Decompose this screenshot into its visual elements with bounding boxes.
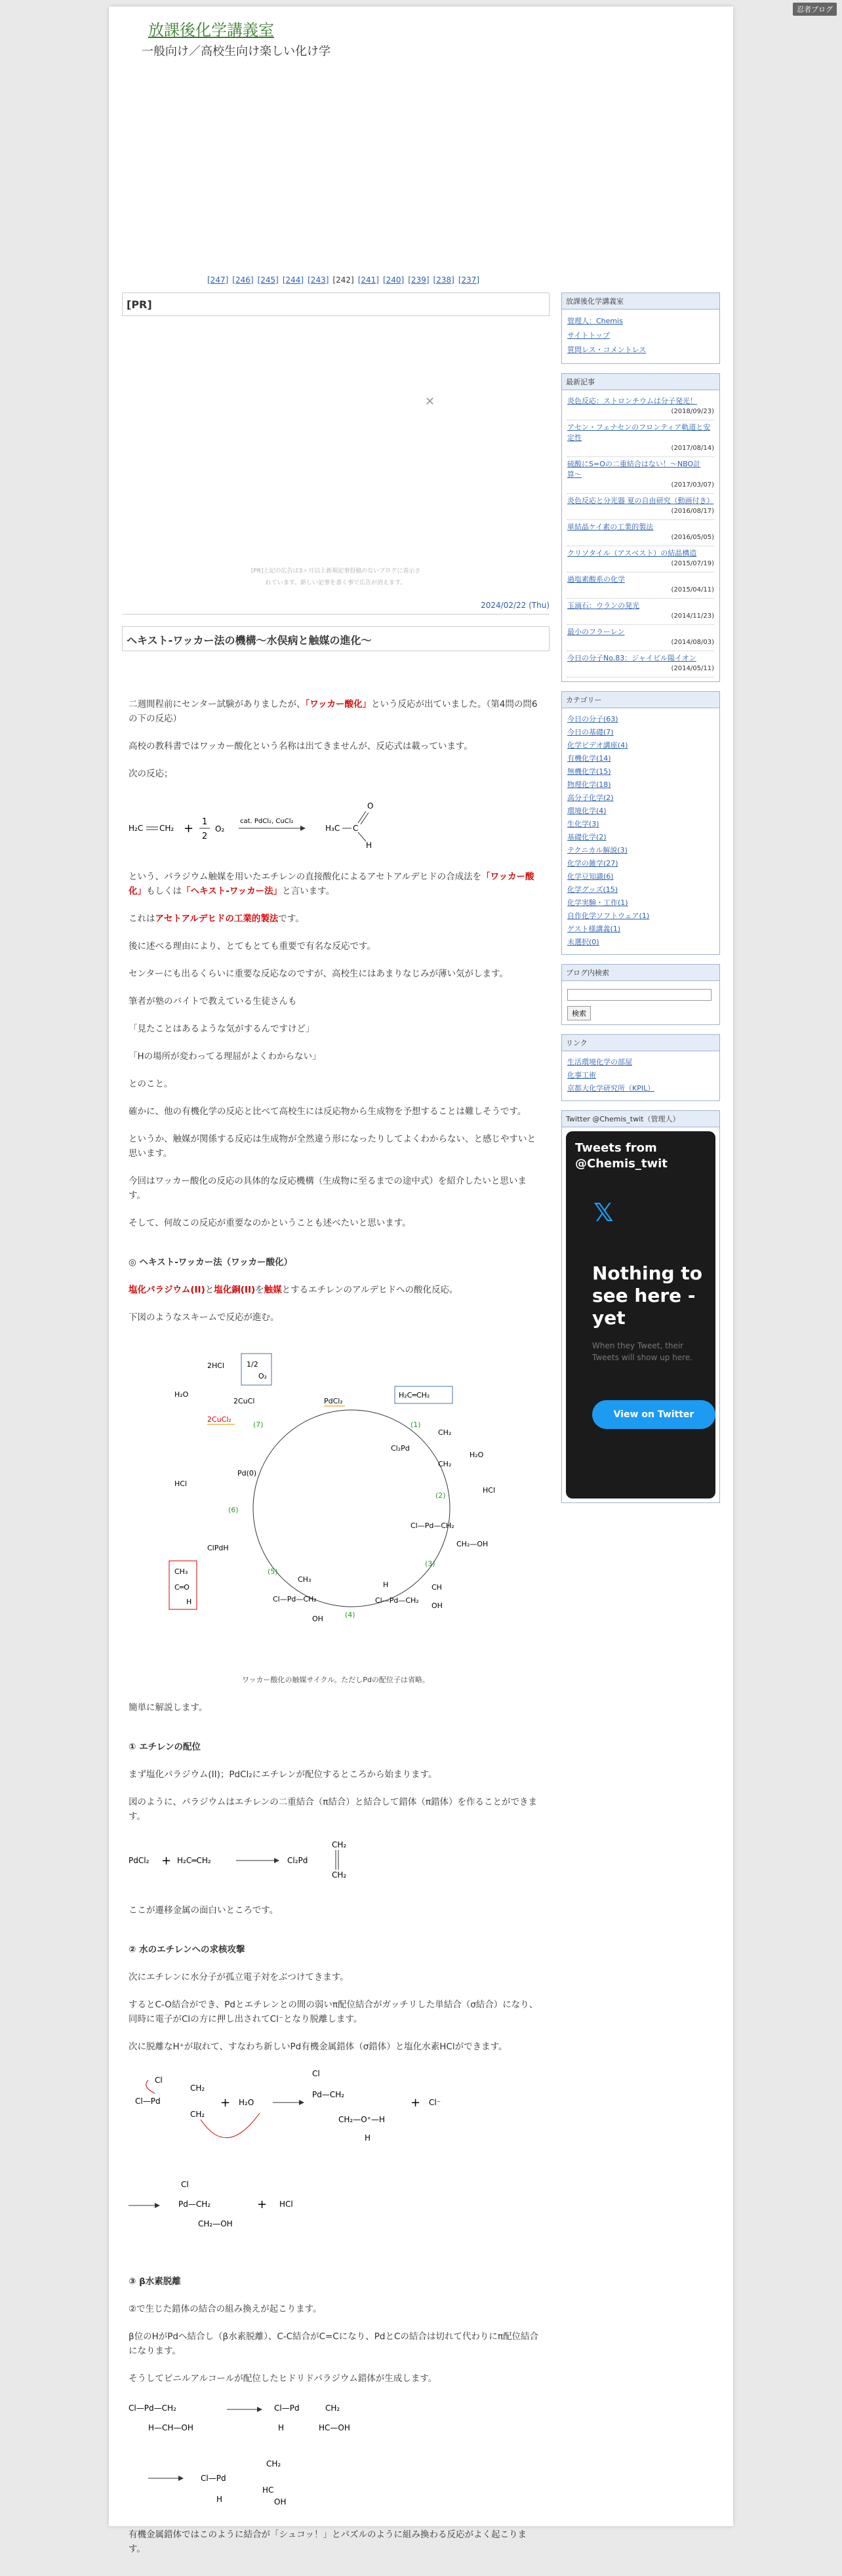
category-link[interactable]: 化学ビデオ講座(4)	[567, 741, 628, 750]
svg-text:CH₃: CH₃	[174, 1567, 188, 1576]
ad-note-line: [PR]上記の広告は3ヶ月以上新規記事投稿のないブログに表示さ	[251, 568, 421, 574]
recent-link[interactable]: 炎色反応：ストロンチウムは分子発光！	[567, 397, 697, 405]
paragraph: 次の反応；	[129, 769, 173, 779]
svg-text:+: +	[411, 2096, 421, 2110]
svg-text:Cl—Pd—CH₂: Cl—Pd—CH₂	[411, 1521, 454, 1530]
svg-text:HCl: HCl	[279, 2200, 293, 2209]
paragraph: センターにも出るくらいに重要な反応なのですが、高校生にはあまりなじみが薄い気がします。	[129, 969, 508, 979]
svg-text:H₂C═CH₂: H₂C═CH₂	[177, 1856, 211, 1865]
category-link[interactable]: 化学実験・工作(1)	[567, 898, 628, 907]
svg-text:H₂C: H₂C	[129, 824, 144, 833]
svg-text:Cl—Pd—CH₂: Cl—Pd—CH₂	[273, 1595, 317, 1603]
paragraph: β位のHがPdへ結合し（β水素脱離）、C-C結合がC=Cになり、PdとCの結合は切れて代わりにπ配位結合になります。	[129, 2331, 538, 2356]
svg-text:Cl—Pd: Cl—Pd	[135, 2097, 161, 2106]
svg-text:H: H	[216, 2495, 223, 2504]
external-link[interactable]: 化事工術	[567, 1071, 596, 1079]
recent-item	[567, 599, 714, 625]
recent-item	[567, 625, 714, 651]
widget-title: 最新記事	[562, 374, 719, 390]
recent-item	[567, 494, 714, 520]
svg-text:CH₂: CH₂	[332, 1870, 347, 1880]
svg-text:(1): (1)	[411, 1420, 421, 1429]
recent-date: (2017/03/07)	[671, 481, 714, 489]
recent-date: (2016/08/17)	[671, 508, 714, 515]
reaction-equation-2	[129, 1837, 391, 1883]
paragraph: 次にエチレンに水分子が孤立電子対をぶつけてきます。	[129, 1972, 349, 1982]
svg-text:HCl: HCl	[483, 1486, 496, 1495]
main-column	[122, 292, 550, 2576]
svg-text:CH₂: CH₂	[332, 1840, 347, 1849]
paragraph: 筆者が塾のバイトで教えている生徒さんも	[129, 996, 297, 1007]
pager-link[interactable]: [245]	[257, 275, 279, 285]
ad-note	[122, 565, 550, 589]
paragraph: 塩化パラジウム(II)と塩化銅(II)を触媒とするエチレンのアルデヒドへの酸化反応。	[129, 1285, 458, 1295]
svg-text:C: C	[353, 824, 359, 833]
category-link[interactable]: 環境化学(4)	[567, 807, 607, 815]
svg-text:CH₂—OH: CH₂—OH	[456, 1540, 489, 1548]
svg-text:(5): (5)	[268, 1567, 278, 1576]
svg-text:C═O: C═O	[174, 1583, 190, 1592]
ad-area	[122, 316, 550, 598]
recent-item	[567, 520, 714, 546]
site-subtitle: 一般向け／高校生向け楽しい化け学	[142, 45, 331, 58]
svg-text:CH₂: CH₂	[438, 1460, 452, 1468]
category-link[interactable]: 今日の分子(63)	[567, 715, 618, 723]
recent-date: (2015/04/11)	[671, 586, 714, 594]
paragraph: 「見たことはあるような気がするんですけど」	[129, 1024, 315, 1034]
category-link[interactable]: 未選択(0)	[567, 938, 599, 946]
reaction-equation-3	[129, 2067, 470, 2152]
svg-text:H₂O: H₂O	[239, 2098, 254, 2107]
pager-current: [242]	[332, 275, 354, 285]
svg-text:2CuCl: 2CuCl	[233, 1397, 255, 1405]
category-link[interactable]: ゲスト様講義(1)	[567, 925, 621, 933]
category-link[interactable]: 無機化学(15)	[567, 767, 611, 776]
sidebar	[561, 292, 720, 1512]
twitter-embed	[566, 1131, 715, 1499]
paragraph: ②で生じた錯体の結合の組み換えが起こります。	[129, 2304, 322, 2314]
recent-link[interactable]: 最小のフラーレン	[567, 628, 625, 636]
paragraph: 下図のようなスキームで反応が進む。	[129, 1312, 279, 1323]
svg-text:(6): (6)	[228, 1506, 239, 1514]
paragraph: するとC-O結合ができ、Pdとエチレンとの間の弱いπ配位結合がガッチリした単結合（σ結合）になり、同時に電子がClの方に押し出されてCl⁻となり脱離します。	[129, 2000, 538, 2024]
pager-link[interactable]: [238]	[433, 275, 454, 285]
category-link[interactable]: 化学豆知識(6)	[567, 872, 614, 881]
svg-text:+: +	[184, 822, 194, 835]
site-title[interactable]: 放課後化学講義室	[148, 21, 274, 39]
category-link[interactable]: 自作化学ソフトウェア(1)	[567, 912, 650, 920]
recent-date: (2015/07/19)	[671, 560, 714, 567]
ad-note-line: れています。新しい記事を書く事で広告が消えます。	[265, 580, 407, 586]
svg-text:CH₂: CH₂	[438, 1428, 452, 1437]
svg-text:(7): (7)	[253, 1420, 264, 1429]
svg-text:2CuCl₂: 2CuCl₂	[207, 1415, 231, 1424]
svg-text:Cl—Pd: Cl—Pd	[274, 2404, 300, 2413]
svg-text:O₂: O₂	[215, 824, 225, 834]
svg-text:CH₂: CH₂	[190, 2110, 205, 2119]
svg-text:OH: OH	[274, 2497, 287, 2506]
svg-text:PdCl₂: PdCl₂	[129, 1856, 150, 1865]
svg-text:cat. PdCl₂, CuCl₂: cat. PdCl₂, CuCl₂	[240, 818, 294, 825]
svg-text:CH₂—O⁺—H: CH₂—O⁺—H	[338, 2115, 386, 2124]
search-input[interactable]	[567, 989, 712, 1001]
close-icon[interactable]: ✕	[425, 395, 435, 409]
paragraph: 確かに、他の有機化学の反応と比べて高校生には反応物から生成物を予想することは難しそうです。	[129, 1106, 527, 1117]
profile-link[interactable]: 管理人：Chemis	[567, 317, 623, 325]
section-heading: ◎ ヘキスト-ワッカー法（ワッカー酸化）	[129, 1257, 292, 1268]
recent-item	[567, 573, 714, 599]
svg-text:HC: HC	[262, 2485, 274, 2495]
svg-text:CH₃: CH₃	[298, 1575, 311, 1584]
twitter-empty-title: Nothing to see here - yet	[592, 1262, 702, 1329]
pager-link[interactable]: [246]	[232, 275, 254, 285]
svg-text:(4): (4)	[345, 1611, 355, 1619]
twitter-header[interactable]: Tweets from @Chemis_twit	[575, 1141, 668, 1171]
pager-link[interactable]: [240]	[382, 275, 405, 285]
post-date[interactable]: 2024/02/22 (Thu)	[122, 601, 550, 614]
svg-text:(2): (2)	[435, 1491, 446, 1500]
recent-link[interactable]: 硫酸にS=Oの二重結合はない！〜NBO計算〜	[567, 460, 701, 479]
widget-recent	[561, 373, 720, 682]
svg-text:CH₂: CH₂	[159, 824, 174, 833]
paragraph: これはアセトアルデヒドの工業的製法です。	[129, 914, 304, 924]
svg-text:H₂O: H₂O	[470, 1451, 484, 1459]
svg-text:CH: CH	[431, 1583, 442, 1592]
svg-text:H: H	[365, 2133, 371, 2143]
recent-link[interactable]: 今日の分子No.83：ジャイビル陽イオン	[567, 654, 696, 662]
recent-link[interactable]: 単結晶ケイ素の工業的製法	[567, 523, 654, 531]
widget-title: 放課後化学講義室	[562, 293, 719, 310]
external-link[interactable]: 京都大化学研究所（KPIL）	[567, 1084, 655, 1093]
svg-text:Pd(0): Pd(0)	[237, 1469, 257, 1478]
post-content	[122, 651, 550, 2576]
pager	[207, 275, 479, 285]
svg-text:Cl⁻: Cl⁻	[429, 2098, 441, 2107]
recent-link[interactable]: 過塩素酸系の化学	[567, 575, 625, 584]
svg-text:2HCl: 2HCl	[207, 1361, 225, 1370]
pager-link[interactable]: [243]	[308, 275, 329, 285]
svg-text:ClPdH: ClPdH	[207, 1544, 229, 1552]
svg-text:H: H	[366, 841, 372, 849]
svg-text:+: +	[257, 2198, 268, 2211]
recent-date: (2018/09/23)	[671, 408, 714, 415]
svg-text:2: 2	[202, 832, 208, 841]
category-link[interactable]: 生化学(3)	[567, 820, 599, 828]
svg-text:(3): (3)	[425, 1560, 435, 1568]
paragraph: ここが遷移金属の面白いところです。	[129, 1905, 279, 1916]
svg-text:CH₂—OH: CH₂—OH	[198, 2219, 233, 2228]
paragraph: というか、触媒が関係する反応は生成物が全然違う形になったりしてよくわからない、と感じやすいと思います。	[129, 1134, 536, 1159]
widget-body	[562, 1051, 719, 1100]
recent-link[interactable]: 炎色反応と分光器 夏の自由研究（動画付き）	[567, 496, 714, 505]
svg-text:Pd—CH₂: Pd—CH₂	[178, 2200, 211, 2209]
svg-text:CH₂: CH₂	[190, 2083, 205, 2093]
widget-body	[562, 310, 719, 363]
pr-header: [PR]	[122, 292, 550, 316]
recent-item	[567, 546, 714, 573]
svg-text:HC—OH: HC—OH	[319, 2423, 350, 2432]
widget-title: カテゴリー	[562, 692, 719, 708]
paragraph: 二週間程前にセンター試験がありましたが、「ワッカー酸化」という反応が出ていました。（第4問の問6の下の反応）	[129, 699, 538, 724]
svg-text:Cl: Cl	[312, 2069, 320, 2078]
paragraph: という、パラジウム触媒を用いたエチレンの直接酸化によるアセトアルデヒドの合成法を「ワッカー酸化」もしくは「ヘキスト-ワッカー法」と言います。	[129, 872, 534, 896]
section-heading: ① エチレンの配位	[129, 1742, 201, 1752]
recent-item	[567, 420, 714, 457]
svg-text:O₂: O₂	[258, 1372, 268, 1380]
category-link[interactable]: 高分子化学(2)	[567, 794, 614, 802]
post-title: ヘキスト-ワッカー法の機構～水俣病と触媒の進化～	[122, 626, 550, 651]
svg-text:Cl₂Pd: Cl₂Pd	[391, 1444, 410, 1453]
svg-text:Pd—CH₂: Pd—CH₂	[312, 2090, 345, 2099]
svg-text:+: +	[161, 1854, 172, 1868]
recent-date: (2014/08/03)	[671, 639, 714, 646]
widget-categories	[561, 691, 720, 955]
svg-text:H₃C: H₃C	[325, 824, 340, 833]
widget-title: Twitter @Chemis_twit（管理人）	[562, 1111, 719, 1127]
category-link[interactable]: 有機化学(14)	[567, 754, 611, 763]
widget-title: リンク	[562, 1035, 719, 1051]
category-link[interactable]: 基礎化学(2)	[567, 833, 607, 841]
svg-text:1/2: 1/2	[247, 1360, 258, 1369]
paragraph: 図のように、パラジウムはエチレンの二重結合（π結合）と結合して錯体（π錯体）を作ることができます。	[129, 1797, 538, 1822]
recent-link[interactable]: 玉滴石：ウランの発光	[567, 601, 639, 610]
widget-links	[561, 1034, 720, 1101]
svg-text:O: O	[367, 801, 374, 811]
svg-text:OH: OH	[312, 1615, 323, 1623]
svg-text:CH₂: CH₂	[325, 2404, 340, 2413]
svg-text:H: H	[186, 1598, 192, 1606]
widget-title: ブログ内検索	[562, 965, 719, 981]
svg-text:Cl—Pd—CH₂: Cl—Pd—CH₂	[129, 2404, 176, 2413]
recent-date: (2014/05/11)	[671, 665, 714, 672]
pager-link[interactable]: [237]	[458, 275, 480, 285]
category-link[interactable]: 化学の雑学(27)	[567, 859, 618, 868]
external-link[interactable]: 生活環境化学の部屋	[567, 1058, 632, 1066]
search-button[interactable]: 検索	[567, 1006, 591, 1020]
svg-text:Cl—Pd—CH₂: Cl—Pd—CH₂	[375, 1596, 419, 1605]
svg-text:OH: OH	[431, 1601, 443, 1610]
reaction-equation-4	[129, 2173, 391, 2229]
paragraph: まず塩化パラジウム(II)；PdCl₂にエチレンが配位するところから始まります。	[129, 1769, 437, 1780]
category-link[interactable]: テクニカル解説(3)	[567, 846, 628, 855]
svg-text:PdCl₂: PdCl₂	[324, 1397, 343, 1405]
svg-text:Cl₂Pd: Cl₂Pd	[287, 1856, 308, 1865]
svg-text:H—CH—OH: H—CH—OH	[148, 2423, 193, 2432]
reaction-equation-6	[129, 2459, 391, 2507]
recent-item	[567, 457, 714, 494]
x-logo-icon: 𝕏	[593, 1198, 614, 1227]
widget-body	[562, 708, 719, 954]
recent-date: (2017/08/14)	[671, 445, 714, 452]
figure-caption: ワッカー酸化の触媒サイクル。ただしPdの配位子は省略。	[242, 1676, 430, 1684]
pager-link[interactable]: [247]	[207, 275, 229, 285]
recent-date: (2014/11/23)	[671, 613, 714, 620]
paragraph: 有機金属錯体ではこのように結合が「シュコッ！」とパズルのように組み換わる反応がよく起こります。	[129, 2529, 527, 2554]
paragraph: 今回はワッカー酸化の反応の具体的な反応機構（生成物に至るまでの途中式）を紹介したいと思います。	[129, 1176, 527, 1201]
view-on-twitter-button[interactable]: View on Twitter	[592, 1400, 715, 1429]
svg-text:+: +	[220, 2096, 231, 2110]
reaction-equation-5	[129, 2399, 391, 2438]
svg-text:H₂C═CH₂: H₂C═CH₂	[399, 1391, 430, 1399]
reaction-equation-1	[129, 794, 391, 849]
widget-profile	[561, 292, 720, 364]
section-heading: ③ β水素脱離	[129, 2276, 181, 2287]
svg-text:H: H	[278, 2423, 285, 2432]
svg-text:CH₂: CH₂	[266, 2459, 281, 2468]
svg-text:1: 1	[202, 817, 208, 827]
widget-body	[562, 390, 719, 681]
category-link[interactable]: 今日の基礎(7)	[567, 728, 614, 736]
recent-link[interactable]: クリソタイル（アスベスト）の結晶構造	[567, 549, 697, 557]
profile-link[interactable]: サイトトップ	[567, 331, 610, 340]
svg-text:Cl: Cl	[155, 2076, 163, 2085]
widget-search	[561, 964, 720, 1025]
paragraph: 「Hの場所が変わってる理屈がよくわからない」	[129, 1051, 321, 1062]
svg-text:HCl: HCl	[174, 1479, 188, 1488]
paragraph: とのこと。	[129, 1079, 173, 1089]
svg-text:H₂O: H₂O	[174, 1390, 189, 1399]
paragraph: そして、何故この反応が重要なのかということも述べたいと思います。	[129, 1218, 411, 1228]
page-container	[109, 7, 733, 2554]
category-link[interactable]: 物理化学(18)	[567, 780, 611, 789]
twitter-empty-text: When they Tweet, their Tweets will show up here.	[592, 1341, 693, 1362]
section-heading: ② 水のエチレンへの求核攻撃	[129, 1944, 245, 1955]
pager-link[interactable]: [244]	[282, 275, 304, 285]
pager-link[interactable]: [241]	[357, 275, 379, 285]
category-link[interactable]: 化学グッズ(15)	[567, 885, 618, 894]
widget-body	[562, 981, 719, 1024]
paragraph: そうしてビニルアルコールが配位したヒドリドパラジウム錯体が生成します。	[129, 2373, 437, 2384]
svg-text:Cl: Cl	[181, 2180, 189, 2189]
svg-text:Cl—Pd: Cl—Pd	[201, 2474, 226, 2483]
paragraph: 高校の教科書ではワッカー酸化という名称は出てきませんが、反応式は載っています。	[129, 741, 473, 752]
svg-text:H: H	[383, 1580, 389, 1589]
paragraph: 簡単に解説します。	[129, 1702, 208, 1713]
recent-date: (2016/05/05)	[671, 534, 714, 541]
recent-item	[567, 394, 714, 420]
recent-item	[567, 651, 714, 677]
catalytic-cycle-diagram	[129, 1338, 543, 1653]
pager-link[interactable]: [239]	[408, 275, 430, 285]
profile-link[interactable]: 質問レス・コメントレス	[567, 346, 647, 354]
paragraph: 後に述べる理由により、とてもとても重要で有名な反応です。	[129, 941, 376, 952]
ninja-blog-link[interactable]: 忍者ブログ	[793, 3, 837, 16]
recent-link[interactable]: アセン・フェナセンのフロンティア軌道と安定性	[567, 423, 711, 442]
widget-twitter	[561, 1110, 720, 1503]
paragraph: 次に脱離なH⁺が取れて、すなわち新しいPd有機金属錯体（σ錯体）と塩化水素HClができます。	[129, 2042, 508, 2052]
